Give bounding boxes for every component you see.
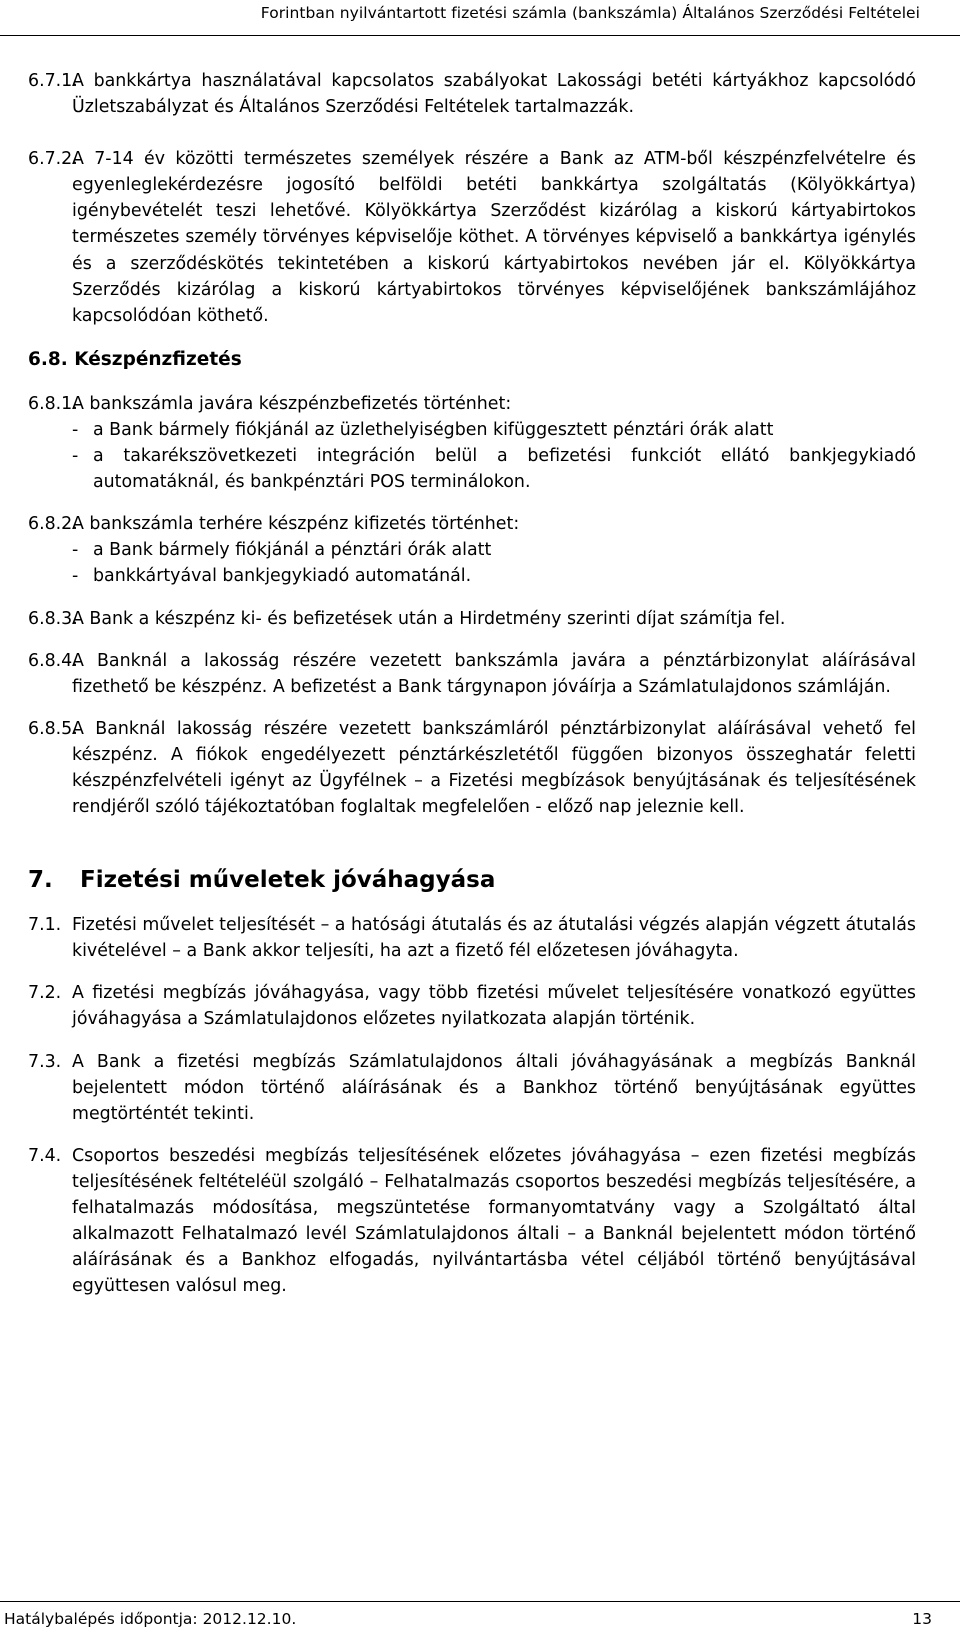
- list-item: [72, 417, 916, 443]
- dash-bullet: -: [72, 419, 79, 440]
- paragraph-text: Fizetési művelet teljesítését – a hatósági átutalás és az átutalási végzés alapján végzett átutalás kivételével – a Bank akkor teljesíti, ha azt a fizető fél előzetesen jóváhagyta.: [72, 915, 916, 962]
- dash-bullet: -: [72, 540, 79, 561]
- header-divider: [0, 35, 960, 36]
- list-item-text: a Bank bármely fiókjánál az üzlethelyiségben kifüggesztett pénztári órák alatt: [93, 419, 774, 440]
- paragraph-text: A Banknál lakosság részére vezetett bankszámláról pénztárbizonylat aláírásával vehető fel készpénz. A fiókok engedélyezett pénztárkészletétől függően bizonyos összeghatár feletti készpénzfelvételi igényt az Ügyfélnek – a Fizetési megbízások benyújtásának és teljesítésének rendjéről szóló tájékoztatóban foglaltak megfelelően - előző nap jeleznie kell.: [72, 718, 916, 818]
- paragraph-number: 7.3.: [28, 1051, 62, 1072]
- section-title: Fizetési műveletek jóváhagyása: [80, 867, 496, 894]
- list-item: [72, 537, 916, 563]
- paragraph-text: A fizetési megbízás jóváhagyása, vagy több fizetési művelet teljesítésére vonatkozó együttes jóváhagyása a Számlatulajdonos előzetes nyilatkozata alapján történik.: [72, 983, 916, 1030]
- paragraph-6-8-4: [28, 648, 916, 700]
- paragraph-6-8-1: [28, 391, 916, 495]
- footer-divider: [0, 1601, 960, 1602]
- paragraph-number: 6.8.1.: [28, 393, 78, 414]
- paragraph-text: A Banknál a lakosság részére vezetett bankszámla javára a pénztárbizonylat aláírásával fizethető be készpénz. A befizetést a Bank tárgynapon jóváírja a Számlatulajdonos számláján.: [72, 650, 916, 697]
- paragraph-number: 7.2.: [28, 983, 62, 1004]
- paragraph-number: 6.8.4.: [28, 650, 78, 671]
- paragraph-7-3: [28, 1049, 916, 1127]
- paragraph-number: 6.7.1.: [28, 71, 78, 91]
- list-item-text: bankkártyával bankjegykiadó automatánál.: [93, 566, 472, 587]
- page-header: Forintban nyilvántartott fizetési számla (bankszámla) Általános Szerződési Feltételei: [260, 4, 920, 22]
- paragraph-text: A bankszámla terhére készpénz kifizetés történhet:: [72, 514, 520, 535]
- section-number: 7.: [28, 867, 53, 894]
- document-body: [28, 68, 916, 1299]
- paragraph-number: 7.4.: [28, 1145, 62, 1166]
- section-heading-6-8: 6.8. Készpénzfizetés: [28, 348, 242, 370]
- list-item: [72, 443, 916, 495]
- list-item: [72, 563, 916, 589]
- paragraph-text: Csoportos beszedési megbízás teljesítésének előzetes jóváhagyása – ezen fizetési megbízás teljesítésének feltételéül szolgáló – Felhatalmazás csoportos beszedési megbízás teljesítésére, a felhatalmazás módosítása, megszüntetése formanyomtatvány vagy a Szolgáltató által alkalmazott Felhatalmazó levél Számlatulajdonos általi – a Banknál bejelentett módon történő aláírásának és a Bankhoz elfogadás, nyilvántartásba vétel céljából történő benyújtásával együttesen valósul meg.: [72, 1145, 916, 1297]
- paragraph-6-8-2: [28, 511, 916, 589]
- paragraph-number: 6.8.5.: [28, 718, 78, 739]
- paragraph-text: A 7-14 év közötti természetes személyek részére a Bank az ATM-ből készpénzfelvételre és egyenleglekérdezésre jogosító belföldi betéti bankkártya szolgáltatás (Kölyökkártya) igénybevételét teszi lehetővé. Kölyökkártya Szerződést kizárólag a kiskorú kártyabirtokos természetes személy törvényes képviselője köthet. A törvényes képviselő a bankkártya igénylés és a szerződéskötés tekintetében a kiskorú kártyabirtokos nevében jár el. Kölyökkártya Szerződés kizárólag a kiskorú kártyabirtokos törvényes képviselőjének bankszámlájához kapcsolódóan köthető.: [72, 149, 916, 326]
- paragraph-7-2: [28, 980, 916, 1032]
- paragraph-7-1: [28, 912, 916, 964]
- paragraph-6-8-3: [28, 606, 916, 632]
- dash-bullet: -: [72, 446, 79, 467]
- paragraph-text: A bankszámla javára készpénzbefizetés történhet:: [72, 393, 512, 414]
- paragraph-text: A Bank a készpénz ki- és befizetések után a Hirdetmény szerinti díjat számítja fel.: [72, 608, 786, 629]
- paragraph-6-8-5: [28, 716, 916, 820]
- list-item-text: a Bank bármely fiókjánál a pénztári órák alatt: [93, 540, 492, 561]
- dash-bullet: -: [72, 566, 79, 587]
- paragraph-6-7-1: [28, 68, 916, 120]
- paragraph-text: A Bank a fizetési megbízás Számlatulajdonos általi jóváhagyásának a megbízás Banknál bejelentett módon történő aláírásának és a Bankhoz történő benyújtásának együttes megtörténtét tekinti.: [72, 1051, 916, 1124]
- paragraph-6-7-2: [28, 146, 916, 329]
- paragraph-number: 6.8.3.: [28, 608, 78, 629]
- effective-date: Hatálybalépés időpontja: 2012.12.10.: [4, 1610, 297, 1628]
- paragraph-number: 7.1.: [28, 915, 62, 936]
- paragraph-number: 6.7.2.: [28, 149, 78, 170]
- paragraph-number: 6.8.2.: [28, 514, 78, 535]
- page-number: 13: [912, 1610, 932, 1628]
- list-item-text: a takarékszövetkezeti integráción belül a befizetési funkciót ellátó bankjegykiadó automatáknál, és bankpénztári POS terminálokon.: [93, 446, 916, 493]
- paragraph-text: A bankkártya használatával kapcsolatos szabályokat Lakossági betéti kártyákhoz kapcsolódó Üzletszabályzat és Általános Szerződési Feltételek tartalmazzák.: [72, 71, 916, 118]
- paragraph-7-4: [28, 1143, 916, 1300]
- section-heading-7: [28, 864, 916, 896]
